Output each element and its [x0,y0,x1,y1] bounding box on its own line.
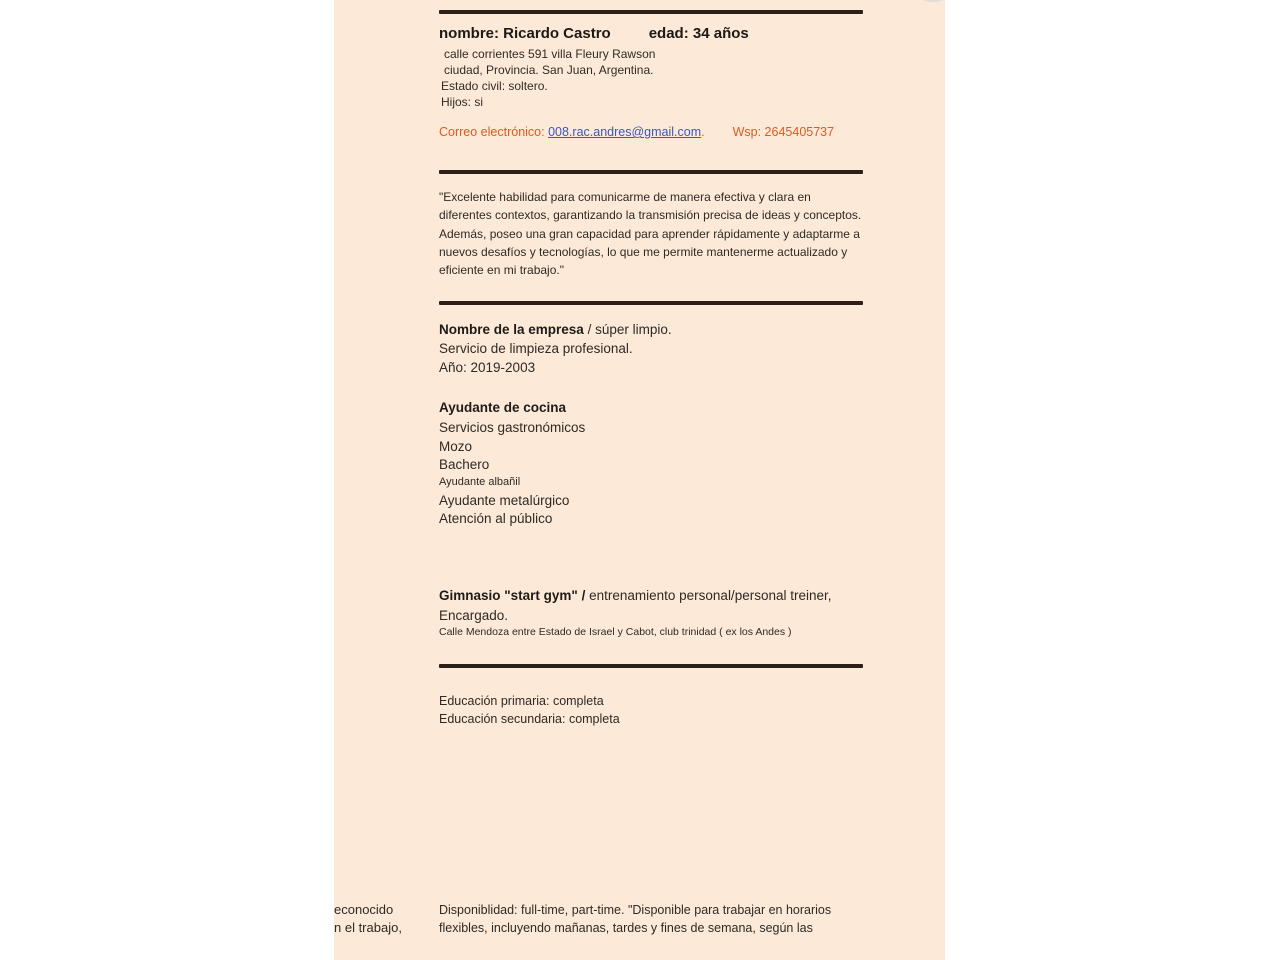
job-item: Atención al público [439,511,553,526]
availability-line-2: flexibles, incluyendo mañanas, tardes y fines de semana, según las [439,921,813,935]
whatsapp: Wsp: 2645405737 [732,125,835,139]
name: nombre: Ricardo Castro [439,25,611,42]
civil-status: Estado civil: soltero. [441,79,548,93]
gym-label: Gimnasio "start gym" / [439,588,586,603]
gym-value: entrenamiento personal/personal treiner, [585,588,832,603]
age: edad: 34 años [648,25,749,42]
address-line-2: ciudad, Provincia. San Juan, Argentina. [444,63,654,77]
address-line-1: calle corrientes 591 villa Fleury Rawson [444,47,656,61]
divider-top [439,10,863,14]
job-title: Ayudante de cocina [439,400,567,415]
email-suffix: . [701,125,705,139]
resume-page [334,0,945,960]
email-link[interactable]: 008.rac.andres@gmail.com [548,125,702,139]
gym-address: Calle Mendoza entre Estado de Israel y Cabot, club trinidad ( ex los Andes ) [439,626,792,638]
email-label: Correo electrónico: [439,125,549,139]
children: Hijos: si [441,95,484,109]
job-item: Ayudante albañil [439,476,521,488]
left-column-fragment-2: n el trabajo, [334,920,402,935]
availability-line-1: Disponiblidad: full-time, part-time. "Disponible para trabajar en horarios [439,903,832,917]
company-year: Año: 2019-2003 [439,360,536,375]
education-primary: Educación primaria: completa [439,694,604,708]
contact-line [439,125,834,139]
divider-education [439,664,863,668]
divider-experience [439,301,863,305]
job-item: Mozo [439,439,473,454]
gym-line [439,586,832,605]
education-secondary: Educación secundaria: completa [439,712,620,726]
job-item: Servicios gastronómicos [439,420,586,435]
company-label: Nombre de la empresa [439,322,584,337]
gym-role: Encargado. [439,608,509,623]
company-value: / súper limpio. [583,322,672,337]
profile-quote: "Excelente habilidad para comunicarme de manera efectiva y clara en diferentes contextos, garantizando la transmisión precisa de ideas y conceptos. Además, poseo una gran capacidad para aprender rápidamente y adaptarme a nuevos desafíos y tecnologías, lo que me permite mantenerme actualizado y eficiente en mi trabajo." [439,190,862,278]
company-desc: Servicio de limpieza profesional. [439,341,633,356]
divider-profile [439,170,863,174]
company-line [439,320,672,339]
job-item: Bachero [439,457,490,472]
left-column-fragment-1: econocido [334,902,394,917]
job-item: Ayudante metalúrgico [439,493,570,508]
name-age-line [439,25,749,42]
